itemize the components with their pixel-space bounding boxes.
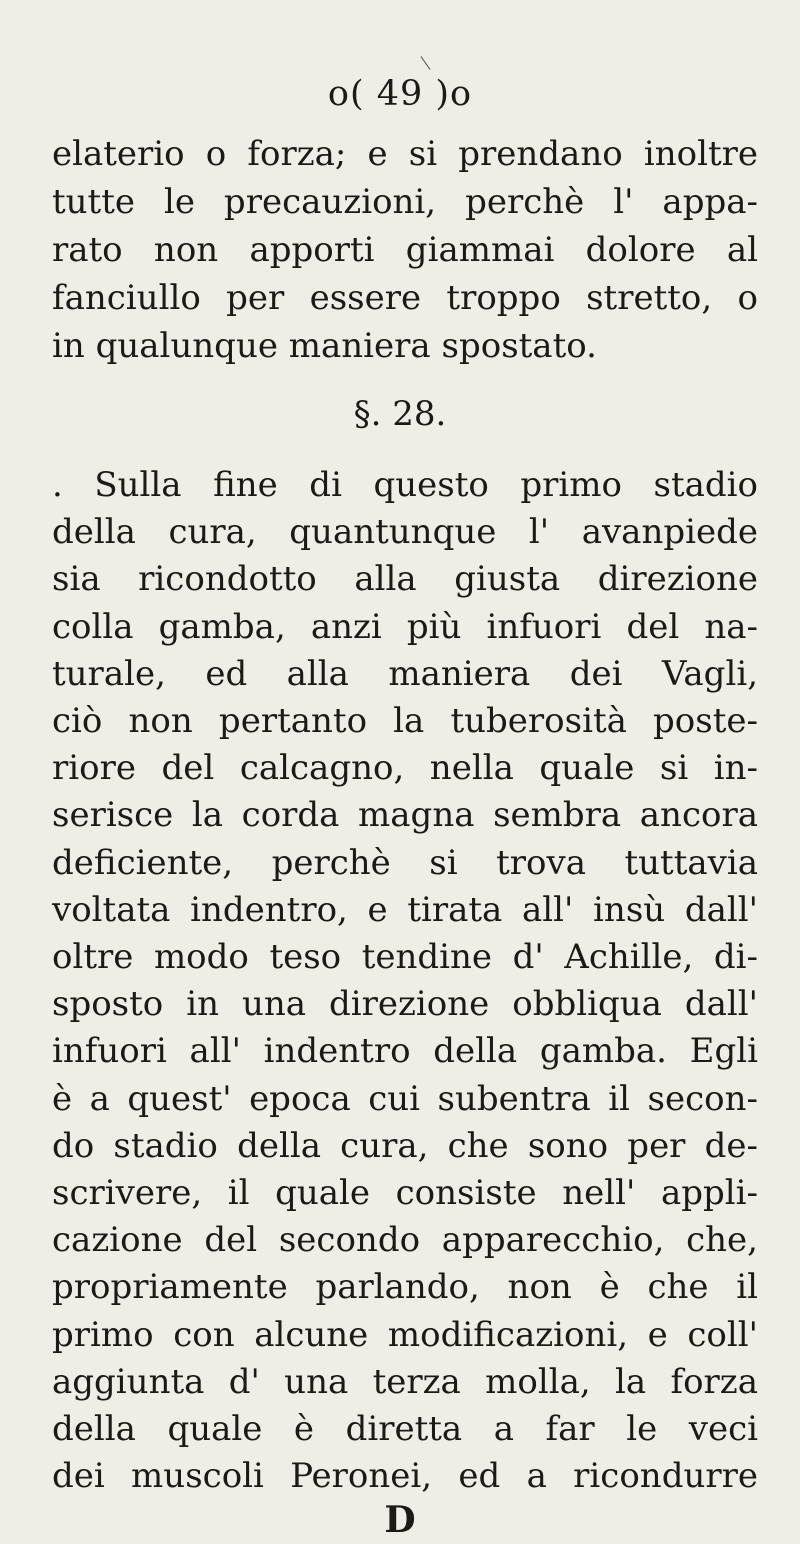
text-line: serisce la corda magna sembra ancora [52, 795, 758, 836]
text-line: fanciullo per essere troppo stretto, o [52, 278, 758, 318]
text-line: deficiente, perchè si trova tuttavia [52, 842, 758, 883]
text-line: aggiunta d' una terza molla, la forza [52, 1361, 758, 1402]
text-line: voltata indentro, e tirata all' insù dall' [52, 889, 758, 930]
text-line: rato non apporti giammai dolore al [52, 230, 758, 270]
page-number: o( 49 )o [327, 74, 473, 114]
text-line: è a quest' epoca cui subentra il secon- [52, 1078, 758, 1119]
text-line: della quale è diretta a far le veci [52, 1409, 758, 1449]
text-line: turale, ed alla maniera dei Vagli, [52, 653, 758, 694]
text-line: oltre modo teso tendine d' Achille, di- [52, 937, 758, 977]
text-line: elaterio o forza; e si prendano inoltre [52, 134, 758, 174]
text-line: della cura, quantunque l' avanpiede [52, 512, 758, 553]
text-line: do stadio della cura, che sono per de- [52, 1125, 758, 1166]
text-line: propriamente parlando, non è che il [52, 1267, 758, 1308]
text-line: scrivere, il quale consiste nell' appli- [52, 1173, 758, 1213]
text-line: primo con alcune modificazioni, e coll' [52, 1314, 758, 1355]
text-line: riore del calcagno, nella quale si in- [52, 748, 758, 789]
text-line: colla gamba, anzi più infuori del na- [52, 606, 758, 647]
text-line: infuori all' indentro della gamba. Egli [52, 1031, 758, 1072]
section-heading: §. 28. [353, 394, 447, 434]
text-line: tutte le precauzioni, perchè l' appa- [52, 182, 758, 222]
text-line: . Sulla fine di questo primo stadio [52, 465, 758, 505]
text-line: dei muscoli Peronei, ed a ricondurre [52, 1456, 758, 1497]
text-line: in qualunque maniera spostato. [52, 326, 597, 366]
text-line: ciò non pertanto la tuberosità poste- [52, 701, 758, 741]
catchword: D [384, 1499, 416, 1542]
text-line: sia ricondotto alla giusta direzione [52, 559, 758, 600]
text-line: cazione del secondo apparecchio, che, [52, 1220, 758, 1261]
stray-mark [421, 56, 431, 70]
text-line: sposto in una direzione obbliqua dall' [52, 984, 758, 1025]
